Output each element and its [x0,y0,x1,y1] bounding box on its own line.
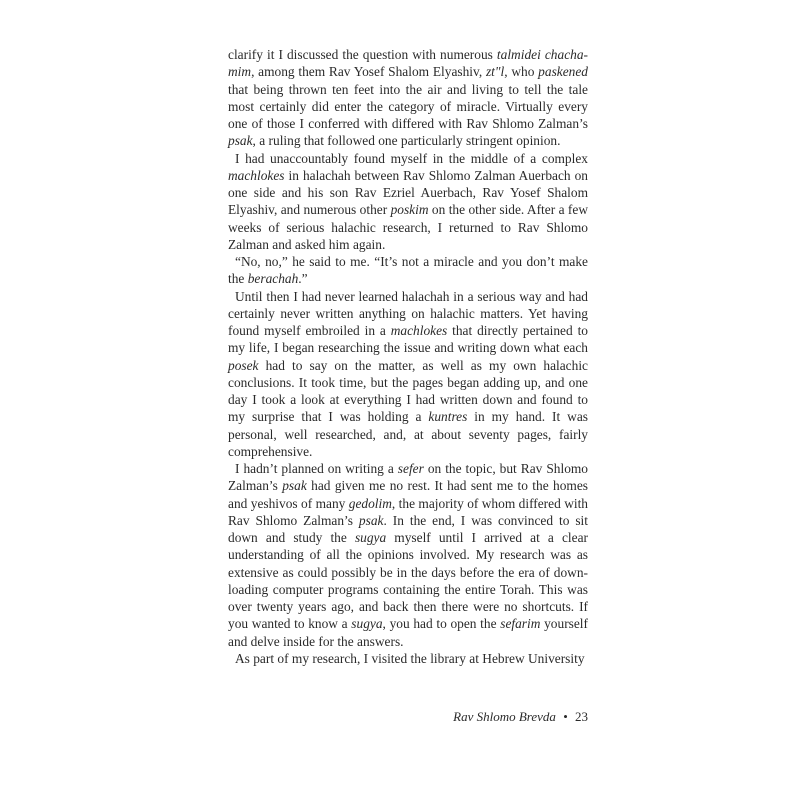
italic-term: psak [282,478,307,494]
italic-term: talmidei chachamim [228,47,588,80]
italic-term: berachah [247,271,299,287]
text-run: “No, no,” he said to me. “It’s not a miracle and you don’t make the [228,254,588,287]
page-number: 23 [575,709,588,724]
italic-term: psak [228,133,253,149]
text-run: yourself and delve inside for the answers. [228,616,588,649]
text-run: clarify it I discussed the question with numerous [228,47,497,62]
running-title: Rav Shlomo Brevda [453,709,556,724]
paragraph [228,150,588,254]
paragraph [228,650,588,667]
text-run: . In the end, I was convinced to sit down and study the [228,512,588,545]
text-run: that being thrown ten feet into the air and living to tell the tale most certainly did enter the category of miracle. Virtually every one of those I conferred with differed with Rav Shlomo Zalman’s [228,81,588,131]
text-run: in my hand. It was personal, well researched, and, at about seventy pages, fairly comprehensive. [228,409,588,459]
text-run: , the majority of whom differed with Rav Shlomo Zalman’s [228,495,588,528]
page-body [228,46,588,667]
text-run: Until then I had never learned halachah in a serious way and had certainly never written anything on halachic matters. Yet having found myself embroiled in a [228,288,588,338]
text-run: that directly pertained to my life, I began researching the issue and writing down what each [228,323,588,356]
italic-term: posek [228,357,259,373]
italic-term: kuntres [428,409,468,425]
text-run: myself until I arrived at a clear understanding of all the opinions involved. My research was as extensive as could possibly be in the days before the era of downloading computer programs containing the entire Torah. This was over twenty years ago, and back then there were no shortcuts. If you wanted to know a [228,530,588,632]
italic-term: psak [358,512,384,528]
text-run: in halachah between Rav Shlomo Zalman Auerbach on one side and his son Rav Ezriel Auerbach, Rav Yosef Shalom Elyashiv, and numerous other [228,167,588,218]
paragraph [228,46,588,150]
italic-term: sefarim [500,616,541,632]
italic-term: machlokes [390,323,448,338]
footer-separator: • [563,709,568,724]
text-run: had to say on the matter, as well as my own halachic conclusions. It took time, but the pages began adding up, and one day I took a look at everything I had written down and found to my surprise that I was holding a [228,357,588,425]
paragraph [228,288,588,461]
text-run: , who [504,64,539,80]
text-run: on the topic, but Rav Shlomo Zalman’s [228,461,589,494]
italic-term: gedolim [348,495,392,511]
italic-term: sugya [354,530,387,545]
text-run: I had unaccountably found myself in the middle of a complex [235,150,588,166]
text-run: on the other side. After a few weeks of serious halachic research, I returned to Rav Shlomo Zalman and asked him again. [228,202,588,252]
text-run: , among them Rav Yosef Shalom Elyashiv, [251,64,486,80]
text-run: I hadn’t planned on writing a [235,461,398,476]
italic-term: poskim [390,202,429,218]
text-run: , a ruling that followed one particularly stringent opinion. [252,133,561,149]
italic-term: paskened [538,64,588,80]
page-footer [453,709,588,725]
italic-term: machlokes [228,167,285,183]
italic-term: zt"l [485,64,505,80]
text-run: , you had to open the [382,616,501,632]
text-run: As part of my research, I visited the library at Hebrew University [235,650,585,666]
text-run: .” [298,271,308,287]
paragraph [228,460,588,650]
italic-term: sefer [397,461,424,476]
paragraph [228,253,588,288]
italic-term: sugya [351,616,383,632]
text-run: had given me no rest. It had sent me to the homes and yeshivos of many [228,478,588,511]
